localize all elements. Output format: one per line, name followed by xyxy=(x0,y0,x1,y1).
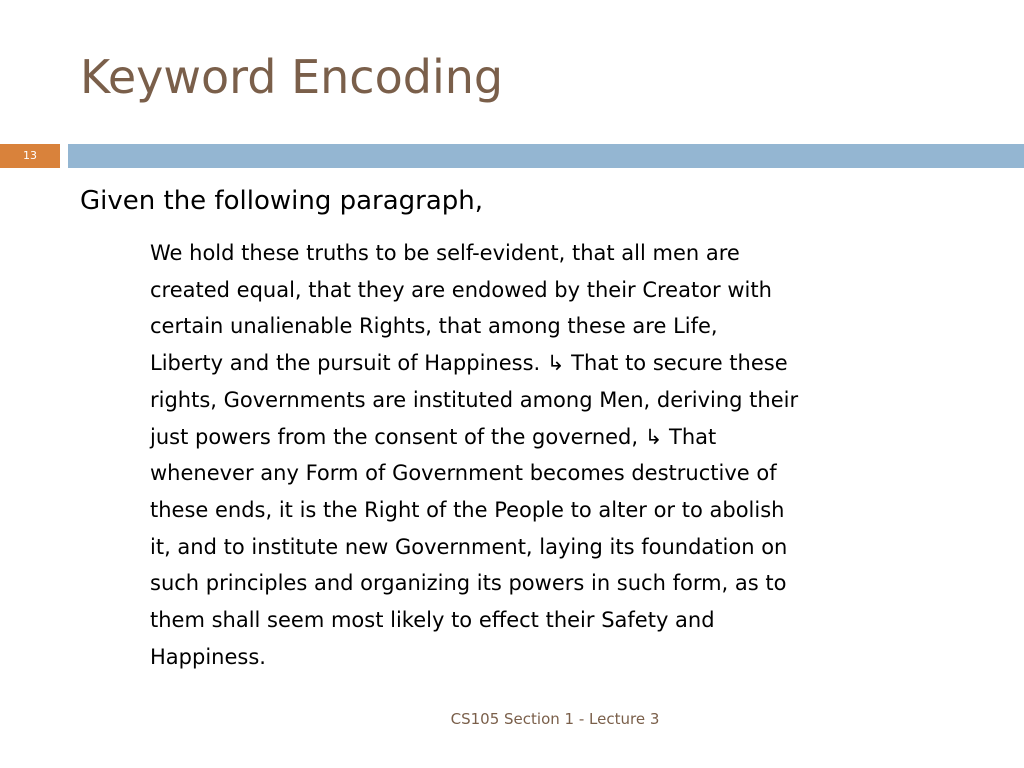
paragraph-line: rights, Governments are instituted among Men, deriving their xyxy=(150,387,799,412)
paragraph-line: it, and to institute new Government, laying its foundation on xyxy=(150,534,788,559)
quoted-paragraph xyxy=(150,235,980,675)
paragraph-line: such principles and organizing its powers in such form, as to xyxy=(150,571,787,596)
intro-text: Given the following paragraph, xyxy=(80,186,484,216)
paragraph-line: just powers from the consent of the governed, ↳ That xyxy=(150,424,717,449)
title-rule-bar xyxy=(68,144,1024,168)
paragraph-line: created equal, that they are endowed by their Creator with xyxy=(150,277,772,302)
slide-footer: CS105 Section 1 - Lecture 3 xyxy=(450,710,660,728)
paragraph-line: Happiness. xyxy=(150,644,266,669)
paragraph-line: these ends, it is the Right of the People to alter or to abolish xyxy=(150,497,785,522)
paragraph-line: whenever any Form of Government becomes destructive of xyxy=(150,461,777,486)
paragraph-line: We hold these truths to be self-evident, that all men are xyxy=(150,241,740,265)
paragraph-line: them shall seem most likely to effect their Safety and xyxy=(150,608,715,633)
paragraph-line: Liberty and the pursuit of Happiness. ↳ That to secure these xyxy=(150,351,788,376)
slide-number-badge: 13 xyxy=(0,144,60,168)
slide-title: Keyword Encoding xyxy=(80,50,504,104)
paragraph-line: certain unalienable Rights, that among these are Life, xyxy=(150,314,718,339)
